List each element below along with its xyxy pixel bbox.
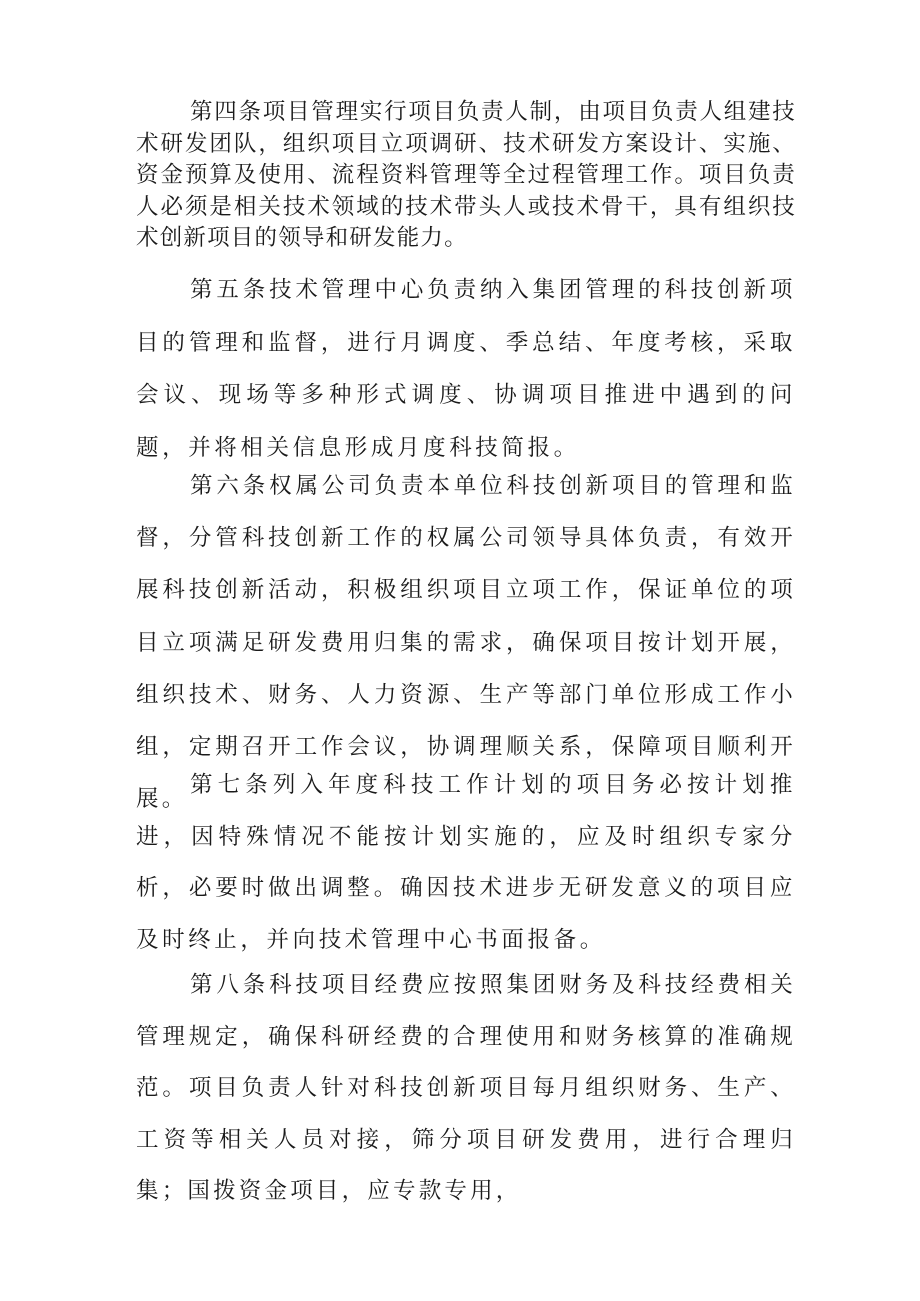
paragraph-article-6: 第六条权属公司负责本单位科技创新项目的管理和监督，分管科技创新工作的权属公司领导具体负责，有效开展科技创新活动，积极组织项目立项工作，保证单位的项目立项满足研发费用归集的需求，确保项目按计划开展，组织技术、财务、人力资源、生产等部门单位形成工作小组，定期召开工作会议，协调理顺关系，保障项目顺利开展。 (136, 473, 796, 813)
paragraph-article-7: 第七条列入年度科技工作计划的项目务必按计划推进，因特殊情况不能按计划实施的，应及时组织专家分析，必要时做出调整。确因技术进步无研发意义的项目应及时终止，并向技术管理中心书面报备。 (136, 772, 796, 953)
paragraph-article-4: 第四条项目管理实行项目负责人制，由项目负责人组建技术研发团队，组织项目立项调研、技术研发方案设计、实施、资金预算及使用、流程资料管理等全过程管理工作。项目负责人必须是相关技术领域的技术带头人或技术骨干，具有组织技术创新项目的领导和研发能力。 (136, 99, 796, 251)
paragraph-article-5: 第五条技术管理中心负责纳入集团管理的科技创新项目的管理和监督，进行月调度、季总结、年度考核，采取会议、现场等多种形式调度、协调项目推进中遇到的问题，并将相关信息形成月度科技简报。 (136, 277, 796, 461)
paragraph-article-8: 第八条科技项目经费应按照集团财务及科技经费相关管理规定，确保科研经费的合理使用和财务核算的准确规范。项目负责人针对科技创新项目每月组织财务、生产、工资等相关人员对接，筛分项目研发费用，进行合理归集；国拨资金项目，应专款专用， (136, 972, 796, 1204)
